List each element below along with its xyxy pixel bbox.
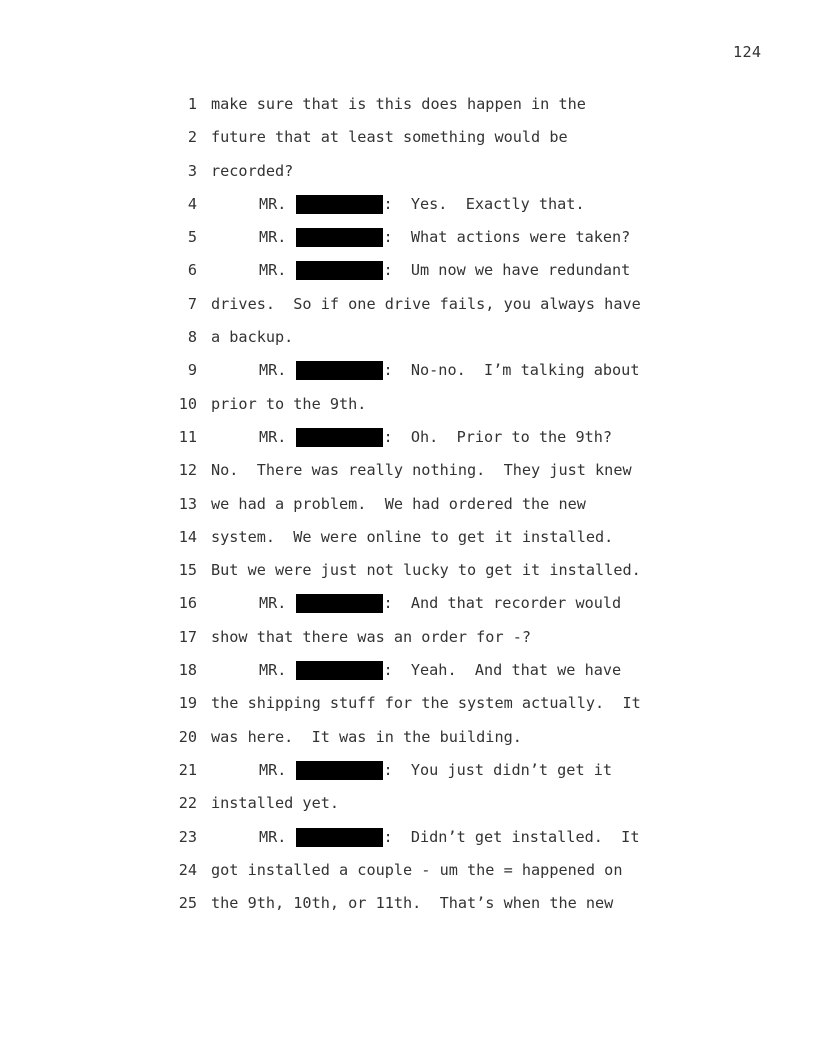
line-text bbox=[211, 527, 613, 547]
transcript-line bbox=[0, 627, 816, 660]
speech-text: the 9th, 10th, or 11th. That’s when the new bbox=[211, 894, 614, 913]
line-number: 25 bbox=[178, 894, 197, 913]
line-text bbox=[259, 660, 621, 680]
line-number: 22 bbox=[178, 794, 197, 813]
page-number: 124 bbox=[733, 43, 762, 61]
speech-text: : You just didn’t get it bbox=[383, 760, 613, 779]
line-text bbox=[211, 127, 568, 147]
line-number: 12 bbox=[178, 461, 197, 480]
speech-text: system. We were online to get it installed. bbox=[211, 527, 614, 546]
transcript-line bbox=[0, 860, 816, 893]
speech-text: we had a problem. We had ordered the new bbox=[211, 494, 586, 513]
line-text bbox=[259, 827, 639, 847]
speaker-label: MR. bbox=[259, 827, 287, 846]
line-number: 6 bbox=[187, 261, 197, 280]
line-number: 17 bbox=[178, 627, 197, 646]
speech-text: : Oh. Prior to the 9th? bbox=[383, 427, 613, 446]
line-number: 7 bbox=[187, 294, 197, 313]
speech-text: prior to the 9th. bbox=[211, 394, 367, 413]
transcript-line bbox=[0, 360, 816, 393]
line-number: 15 bbox=[178, 561, 197, 580]
speaker-label: MR. bbox=[259, 594, 287, 613]
speaker-label: MR. bbox=[259, 194, 287, 213]
line-text bbox=[211, 727, 522, 747]
line-text bbox=[211, 161, 293, 181]
redaction-box bbox=[296, 428, 383, 447]
speech-text: installed yet. bbox=[211, 794, 340, 813]
line-number: 10 bbox=[178, 394, 197, 413]
line-text bbox=[211, 560, 641, 580]
transcript-body bbox=[0, 94, 816, 926]
transcript-line bbox=[0, 494, 816, 527]
line-number: 19 bbox=[178, 694, 197, 713]
transcript-line bbox=[0, 660, 816, 693]
speech-text: : Didn’t get installed. It bbox=[383, 827, 640, 846]
line-number: 20 bbox=[178, 727, 197, 746]
line-number: 21 bbox=[178, 760, 197, 779]
speaker-label: MR. bbox=[259, 661, 287, 680]
line-text bbox=[259, 360, 639, 380]
transcript-line bbox=[0, 793, 816, 826]
transcript-line bbox=[0, 460, 816, 493]
transcript-line bbox=[0, 327, 816, 360]
line-text bbox=[211, 394, 366, 414]
line-number: 2 bbox=[187, 128, 197, 147]
transcript-line bbox=[0, 227, 816, 260]
redaction-box bbox=[296, 361, 383, 380]
speaker-label: MR. bbox=[259, 228, 287, 247]
speech-text: : Yes. Exactly that. bbox=[383, 194, 585, 213]
line-text bbox=[259, 427, 612, 447]
transcript-line bbox=[0, 94, 816, 127]
redaction-box bbox=[296, 761, 383, 780]
speaker-label: MR. bbox=[259, 427, 287, 446]
line-number: 13 bbox=[178, 494, 197, 513]
speech-text: got installed a couple - um the = happened on bbox=[211, 860, 623, 879]
line-number: 4 bbox=[187, 194, 197, 213]
speech-text: But we were just not lucky to get it installed. bbox=[211, 561, 641, 580]
line-text bbox=[211, 627, 531, 647]
speech-text: a backup. bbox=[211, 328, 294, 347]
transcript-line bbox=[0, 560, 816, 593]
line-text bbox=[259, 760, 612, 780]
speech-text: : And that recorder would bbox=[383, 594, 622, 613]
transcript-line bbox=[0, 194, 816, 227]
transcript-line bbox=[0, 527, 816, 560]
transcript-line bbox=[0, 161, 816, 194]
speech-text: : What actions were taken? bbox=[383, 228, 631, 247]
line-text bbox=[211, 693, 641, 713]
line-number: 18 bbox=[178, 661, 197, 680]
speech-text: : Um now we have redundant bbox=[383, 261, 631, 280]
line-number: 16 bbox=[178, 594, 197, 613]
speech-text: was here. It was in the building. bbox=[211, 727, 522, 746]
transcript-line bbox=[0, 827, 816, 860]
redaction-box bbox=[296, 661, 383, 680]
transcript-line bbox=[0, 693, 816, 726]
line-text bbox=[259, 227, 630, 247]
line-number: 5 bbox=[187, 228, 197, 247]
speech-text: recorded? bbox=[211, 161, 294, 180]
line-text bbox=[259, 194, 585, 214]
redaction-box bbox=[296, 828, 383, 847]
line-number: 8 bbox=[187, 328, 197, 347]
line-number: 24 bbox=[178, 860, 197, 879]
transcript-line bbox=[0, 427, 816, 460]
transcript-line bbox=[0, 893, 816, 926]
speech-text: : Yeah. And that we have bbox=[383, 661, 622, 680]
transcript-line bbox=[0, 127, 816, 160]
line-text bbox=[211, 327, 293, 347]
line-number: 1 bbox=[187, 95, 197, 113]
speech-text: drives. So if one drive fails, you always have bbox=[211, 294, 641, 313]
speaker-label: MR. bbox=[259, 261, 287, 280]
transcript-line bbox=[0, 260, 816, 293]
line-text bbox=[211, 494, 586, 514]
redaction-box bbox=[296, 594, 383, 613]
line-number: 3 bbox=[187, 161, 197, 180]
line-text bbox=[211, 460, 632, 480]
transcript-line bbox=[0, 727, 816, 760]
speaker-label: MR. bbox=[259, 361, 287, 380]
redaction-box bbox=[296, 261, 383, 280]
speech-text: No. There was really nothing. They just knew bbox=[211, 461, 632, 480]
speech-text: show that there was an order for -? bbox=[211, 627, 532, 646]
line-number: 9 bbox=[187, 361, 197, 380]
line-text bbox=[259, 593, 621, 613]
line-number: 23 bbox=[178, 827, 197, 846]
speech-text: future that at least something would be bbox=[211, 128, 568, 147]
line-number: 11 bbox=[178, 427, 197, 446]
transcript-line bbox=[0, 593, 816, 626]
redaction-box bbox=[296, 228, 383, 247]
speaker-label: MR. bbox=[259, 760, 287, 779]
transcript-line bbox=[0, 294, 816, 327]
line-number: 14 bbox=[178, 527, 197, 546]
line-text bbox=[211, 893, 613, 913]
speech-text: make sure that is this does happen in the bbox=[211, 95, 586, 113]
transcript-line bbox=[0, 394, 816, 427]
line-text bbox=[211, 793, 339, 813]
transcript-line bbox=[0, 760, 816, 793]
line-text bbox=[211, 860, 622, 880]
line-text bbox=[211, 94, 586, 114]
line-text bbox=[259, 260, 630, 280]
redaction-box bbox=[296, 195, 383, 214]
speech-text: the shipping stuff for the system actually. It bbox=[211, 694, 641, 713]
speech-text: : No-no. I’m talking about bbox=[383, 361, 640, 380]
line-text bbox=[211, 294, 641, 314]
